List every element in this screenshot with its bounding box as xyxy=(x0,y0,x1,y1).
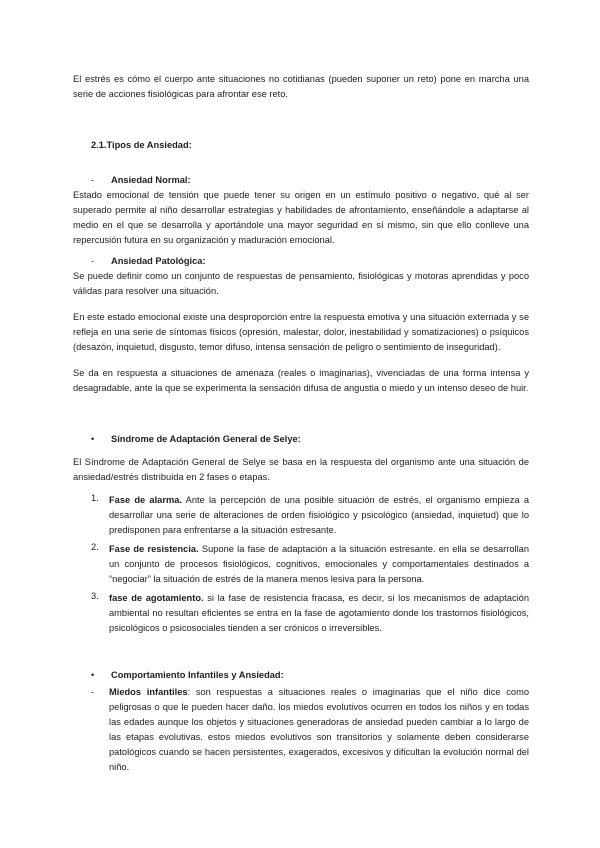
dash-marker: - xyxy=(91,687,95,697)
phase-term: Fase de alarma. xyxy=(109,495,182,505)
phase-term: fase de agotamiento. xyxy=(109,593,204,603)
phases-list xyxy=(73,493,529,636)
selye-intro: El Síndrome de Adaptación General de Selye se basa en la respuesta del organismo ante una situación de ansiedad/estrés distribuida en 2 fases o etapas. xyxy=(73,457,529,482)
pathologic-paragraph-1: Se puede definir como un conjunto de respuestas de pensamiento, fisiológicas y motoras aprendidas y poco válidas para resolver una situación. xyxy=(73,271,529,296)
document-page xyxy=(73,72,529,775)
normal-anxiety-heading xyxy=(73,173,529,188)
pathologic-anxiety-heading xyxy=(73,254,529,269)
list-item xyxy=(73,493,529,538)
intro-paragraph: El estrés es cómo el cuerpo ante situaciones no cotidianas (pueden suponer un reto) pone en marcha una serie de acciones fisiológicas para afrontar ese reto. xyxy=(73,74,529,99)
behaviour-title: Comportamiento Infantiles y Ansiedad: xyxy=(111,670,284,680)
behaviour-heading xyxy=(73,668,529,683)
phase-term: Fase de resistencia. xyxy=(109,544,199,554)
fears-text: : son respuestas a situaciones reales o imaginarias que el niño dice como peligrosas o que le pueden hacer daño. los miedos evolutivos ocurren en todos los niños y en todas las edades aunque los objetos y situaciones generadoras de ansiedad pueden cambiar a lo largo de las etapas evolutivas. estos miedos evolutivos son transitorios y solamente deben considerarse patológicos cuando se hacen persistentes, exagerados, excesivos y dificultan la evolución normal del niño. xyxy=(109,687,530,772)
list-number: 2. xyxy=(91,542,99,552)
bullet-marker: • xyxy=(91,434,95,444)
list-item xyxy=(73,591,529,636)
normal-anxiety-text: Estado emocional de tensión que puede tener su origen en un estímulo positivo o negativo, qué al ser superado permite al niño desarrollar estrategias y habilidades de afrontamiento, enseñándole a adaptarse al medio en el que se desarrolla y aportándole una mayor seguridad en sí mismo, sin que ello conlleve una repercusión futura en su organización y maduración emocional. xyxy=(73,190,529,245)
phase-text: Ante la percepción de una posible situación de estrés, el organismo empieza a desarrollar una serie de alteraciones de orden fisiológico y psicológico (ansiedad, inquietud) que lo predisponen para enfrentarse a la situación estresante. xyxy=(109,495,529,535)
list-number: 1. xyxy=(91,493,99,503)
pathologic-anxiety-title: Ansiedad Patológica: xyxy=(111,256,206,266)
bullet-marker: • xyxy=(91,670,95,680)
phase-text: si la fase de resistencia fracasa, es decir, si los mecanismos de adaptación ambiental no resultan eficientes se entra en la fase de agotamiento donde los trastornos fisiológicos, psicológicos o psicosociales tienden a ser crónicos o irreversibles. xyxy=(109,593,529,633)
fears-term: Miedos infantiles xyxy=(109,687,188,697)
list-number: 3. xyxy=(91,591,99,601)
selye-heading xyxy=(73,432,529,447)
phase-text: Supone la fase de adaptación a la situación estresante. en ella se desarrollan un conjunto de procesos fisiológicos, cognitivos, emocionales y comportamentales destinados a “negociar” la situación de estrés de la manera menos lesiva para la persona. xyxy=(109,544,529,584)
dash-marker: - xyxy=(91,256,95,266)
pathologic-paragraph-2: En este estado emocional existe una desproporción entre la respuesta emotiva y una situación externada y se refleja en una serie de síntomas físicos (opresión, malestar, dolor, inestabilidad y somatizaciones) o psíquicos (desazón, inquietud, disgusto, temor difuso, intensa sensación de peligro o sentimiento de inseguridad). xyxy=(73,312,529,352)
pathologic-paragraph-3: Se da en respuesta a situaciones de amenaza (reales o imaginarias), vivenciadas de una forma intensa y desagradable, ante la que se experimenta la sensación difusa de angustia o miedo y un intenso deseo de huir. xyxy=(73,368,529,393)
fears-item xyxy=(73,685,529,775)
section-title: 2.1.Tipos de Ansiedad: xyxy=(91,140,192,150)
dash-marker: - xyxy=(91,175,95,185)
normal-anxiety-title: Ansiedad Normal: xyxy=(111,175,191,185)
selye-title: Síndrome de Adaptación General de Selye: xyxy=(111,434,301,444)
list-item xyxy=(73,542,529,587)
